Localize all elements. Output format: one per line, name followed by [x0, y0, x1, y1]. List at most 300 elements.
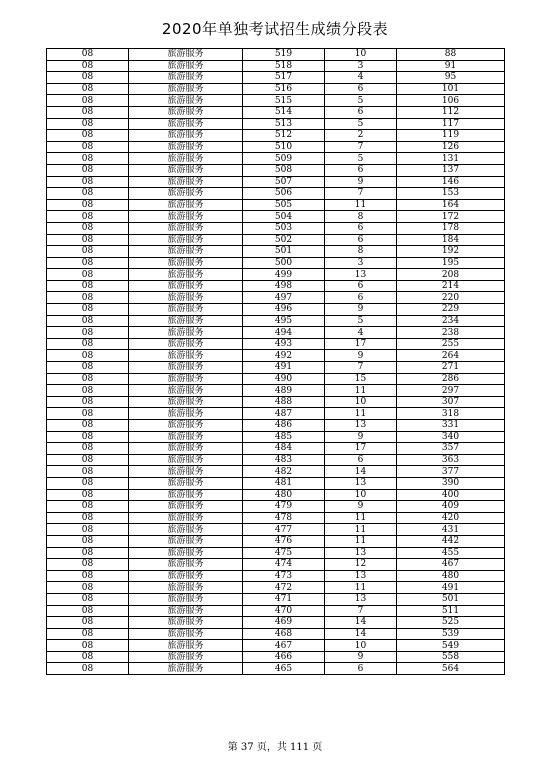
subject-cell: 旅游服务	[129, 396, 243, 408]
cumulative-cell: 146	[397, 176, 505, 188]
subject-cell: 旅游服务	[129, 640, 243, 652]
count-cell: 12	[325, 559, 397, 571]
score-cell: 516	[243, 83, 325, 95]
subject-cell: 旅游服务	[129, 60, 243, 72]
category-code-cell: 08	[47, 373, 129, 385]
score-cell: 471	[243, 593, 325, 605]
table-row	[47, 570, 505, 582]
score-cell: 479	[243, 501, 325, 513]
table-row	[47, 176, 505, 188]
category-code-cell: 08	[47, 257, 129, 269]
subject-cell: 旅游服务	[129, 83, 243, 95]
score-cell: 477	[243, 524, 325, 536]
table-row	[47, 593, 505, 605]
table-row	[47, 72, 505, 84]
subject-cell: 旅游服务	[129, 153, 243, 165]
score-cell: 518	[243, 60, 325, 72]
category-code-cell: 08	[47, 141, 129, 153]
subject-cell: 旅游服务	[129, 477, 243, 489]
subject-cell: 旅游服务	[129, 222, 243, 234]
cumulative-cell: 525	[397, 617, 505, 629]
table-row	[47, 118, 505, 130]
table-row	[47, 362, 505, 374]
count-cell: 17	[325, 338, 397, 350]
table-row	[47, 327, 505, 339]
table-row	[47, 373, 505, 385]
count-cell: 17	[325, 443, 397, 455]
count-cell: 6	[325, 222, 397, 234]
category-code-cell: 08	[47, 362, 129, 374]
count-cell: 13	[325, 570, 397, 582]
count-cell: 14	[325, 466, 397, 478]
table-row	[47, 304, 505, 316]
category-code-cell: 08	[47, 222, 129, 234]
cumulative-cell: 357	[397, 443, 505, 455]
count-cell: 10	[325, 396, 397, 408]
cumulative-cell: 137	[397, 164, 505, 176]
cumulative-cell: 184	[397, 234, 505, 246]
cumulative-cell: 467	[397, 559, 505, 571]
category-code-cell: 08	[47, 420, 129, 432]
table-row	[47, 477, 505, 489]
cumulative-cell: 400	[397, 489, 505, 501]
score-cell: 501	[243, 246, 325, 258]
category-code-cell: 08	[47, 327, 129, 339]
subject-cell: 旅游服务	[129, 130, 243, 142]
cumulative-cell: 549	[397, 640, 505, 652]
score-cell: 491	[243, 362, 325, 374]
category-code-cell: 08	[47, 60, 129, 72]
category-code-cell: 08	[47, 338, 129, 350]
table-row	[47, 315, 505, 327]
subject-cell: 旅游服务	[129, 72, 243, 84]
cumulative-cell: 101	[397, 83, 505, 95]
cumulative-cell: 106	[397, 95, 505, 107]
cumulative-cell: 91	[397, 60, 505, 72]
category-code-cell: 08	[47, 477, 129, 489]
cumulative-cell: 117	[397, 118, 505, 130]
cumulative-cell: 255	[397, 338, 505, 350]
cumulative-cell: 297	[397, 385, 505, 397]
score-cell: 507	[243, 176, 325, 188]
cumulative-cell: 153	[397, 188, 505, 200]
score-cell: 485	[243, 431, 325, 443]
cumulative-cell: 564	[397, 663, 505, 675]
count-cell: 13	[325, 593, 397, 605]
count-cell: 9	[325, 501, 397, 513]
table-body	[47, 49, 505, 675]
score-cell: 488	[243, 396, 325, 408]
category-code-cell: 08	[47, 176, 129, 188]
count-cell: 6	[325, 83, 397, 95]
subject-cell: 旅游服务	[129, 362, 243, 374]
table-row	[47, 640, 505, 652]
count-cell: 9	[325, 431, 397, 443]
count-cell: 13	[325, 477, 397, 489]
cumulative-cell: 539	[397, 628, 505, 640]
table-row	[47, 651, 505, 663]
category-code-cell: 08	[47, 211, 129, 223]
category-code-cell: 08	[47, 315, 129, 327]
cumulative-cell: 501	[397, 593, 505, 605]
table-row	[47, 559, 505, 571]
cumulative-cell: 377	[397, 466, 505, 478]
score-cell: 506	[243, 188, 325, 200]
subject-cell: 旅游服务	[129, 141, 243, 153]
table-row	[47, 501, 505, 513]
category-code-cell: 08	[47, 593, 129, 605]
table-row	[47, 188, 505, 200]
table-row	[47, 141, 505, 153]
cumulative-cell: 214	[397, 280, 505, 292]
table-row	[47, 222, 505, 234]
score-cell: 480	[243, 489, 325, 501]
score-cell: 469	[243, 617, 325, 629]
score-cell: 512	[243, 130, 325, 142]
category-code-cell: 08	[47, 292, 129, 304]
table-row	[47, 605, 505, 617]
category-code-cell: 08	[47, 570, 129, 582]
category-code-cell: 08	[47, 663, 129, 675]
score-cell: 467	[243, 640, 325, 652]
subject-cell: 旅游服务	[129, 512, 243, 524]
category-code-cell: 08	[47, 535, 129, 547]
cumulative-cell: 363	[397, 454, 505, 466]
count-cell: 9	[325, 304, 397, 316]
subject-cell: 旅游服务	[129, 651, 243, 663]
count-cell: 11	[325, 535, 397, 547]
category-code-cell: 08	[47, 512, 129, 524]
table-row	[47, 234, 505, 246]
category-code-cell: 08	[47, 431, 129, 443]
cumulative-cell: 238	[397, 327, 505, 339]
table-row	[47, 292, 505, 304]
table-row	[47, 106, 505, 118]
cumulative-cell: 172	[397, 211, 505, 223]
cumulative-cell: 208	[397, 269, 505, 281]
category-code-cell: 08	[47, 118, 129, 130]
score-cell: 482	[243, 466, 325, 478]
category-code-cell: 08	[47, 350, 129, 362]
cumulative-cell: 195	[397, 257, 505, 269]
score-cell: 509	[243, 153, 325, 165]
count-cell: 14	[325, 628, 397, 640]
score-cell: 484	[243, 443, 325, 455]
table-row	[47, 663, 505, 675]
cumulative-cell: 442	[397, 535, 505, 547]
category-code-cell: 08	[47, 72, 129, 84]
count-cell: 7	[325, 605, 397, 617]
count-cell: 3	[325, 60, 397, 72]
subject-cell: 旅游服务	[129, 501, 243, 513]
subject-cell: 旅游服务	[129, 489, 243, 501]
score-cell: 515	[243, 95, 325, 107]
score-cell: 500	[243, 257, 325, 269]
score-cell: 492	[243, 350, 325, 362]
cumulative-cell: 112	[397, 106, 505, 118]
table-row	[47, 338, 505, 350]
subject-cell: 旅游服务	[129, 454, 243, 466]
count-cell: 7	[325, 362, 397, 374]
subject-cell: 旅游服务	[129, 431, 243, 443]
category-code-cell: 08	[47, 501, 129, 513]
category-code-cell: 08	[47, 605, 129, 617]
count-cell: 6	[325, 292, 397, 304]
table-row	[47, 454, 505, 466]
score-cell: 472	[243, 582, 325, 594]
page-title: 2020年单独考试招生成绩分段表	[161, 20, 389, 38]
table-row	[47, 547, 505, 559]
category-code-cell: 08	[47, 199, 129, 211]
category-code-cell: 08	[47, 188, 129, 200]
cumulative-cell: 420	[397, 512, 505, 524]
cumulative-cell: 511	[397, 605, 505, 617]
cumulative-cell: 286	[397, 373, 505, 385]
category-code-cell: 08	[47, 385, 129, 397]
score-cell: 470	[243, 605, 325, 617]
count-cell: 5	[325, 95, 397, 107]
table-row	[47, 246, 505, 258]
score-cell: 490	[243, 373, 325, 385]
subject-cell: 旅游服务	[129, 582, 243, 594]
table-row	[47, 617, 505, 629]
score-cell: 483	[243, 454, 325, 466]
score-cell: 498	[243, 280, 325, 292]
subject-cell: 旅游服务	[129, 535, 243, 547]
category-code-cell: 08	[47, 95, 129, 107]
table-row	[47, 512, 505, 524]
count-cell: 14	[325, 617, 397, 629]
count-cell: 11	[325, 582, 397, 594]
table-row	[47, 49, 505, 61]
table-row	[47, 396, 505, 408]
subject-cell: 旅游服务	[129, 385, 243, 397]
score-cell: 474	[243, 559, 325, 571]
count-cell: 4	[325, 327, 397, 339]
score-cell: 510	[243, 141, 325, 153]
score-cell: 517	[243, 72, 325, 84]
category-code-cell: 08	[47, 559, 129, 571]
category-code-cell: 08	[47, 396, 129, 408]
count-cell: 8	[325, 211, 397, 223]
score-cell: 508	[243, 164, 325, 176]
subject-cell: 旅游服务	[129, 304, 243, 316]
cumulative-cell: 234	[397, 315, 505, 327]
count-cell: 4	[325, 72, 397, 84]
table-row	[47, 60, 505, 72]
count-cell: 3	[325, 257, 397, 269]
table-row	[47, 535, 505, 547]
cumulative-cell: 95	[397, 72, 505, 84]
cumulative-cell: 220	[397, 292, 505, 304]
category-code-cell: 08	[47, 628, 129, 640]
subject-cell: 旅游服务	[129, 246, 243, 258]
category-code-cell: 08	[47, 164, 129, 176]
subject-cell: 旅游服务	[129, 280, 243, 292]
category-code-cell: 08	[47, 234, 129, 246]
score-cell: 493	[243, 338, 325, 350]
category-code-cell: 08	[47, 547, 129, 559]
table-row	[47, 280, 505, 292]
count-cell: 10	[325, 489, 397, 501]
score-cell: 487	[243, 408, 325, 420]
score-cell: 519	[243, 49, 325, 61]
category-code-cell: 08	[47, 466, 129, 478]
count-cell: 7	[325, 141, 397, 153]
cumulative-cell: 271	[397, 362, 505, 374]
subject-cell: 旅游服务	[129, 605, 243, 617]
table-row	[47, 385, 505, 397]
subject-cell: 旅游服务	[129, 547, 243, 559]
category-code-cell: 08	[47, 83, 129, 95]
count-cell: 6	[325, 454, 397, 466]
count-cell: 13	[325, 547, 397, 559]
count-cell: 6	[325, 164, 397, 176]
count-cell: 6	[325, 106, 397, 118]
category-code-cell: 08	[47, 408, 129, 420]
score-table	[46, 48, 505, 675]
cumulative-cell: 229	[397, 304, 505, 316]
category-code-cell: 08	[47, 443, 129, 455]
table-row	[47, 350, 505, 362]
subject-cell: 旅游服务	[129, 234, 243, 246]
subject-cell: 旅游服务	[129, 95, 243, 107]
count-cell: 11	[325, 512, 397, 524]
subject-cell: 旅游服务	[129, 663, 243, 675]
subject-cell: 旅游服务	[129, 593, 243, 605]
subject-cell: 旅游服务	[129, 49, 243, 61]
subject-cell: 旅游服务	[129, 164, 243, 176]
table-row	[47, 582, 505, 594]
count-cell: 5	[325, 153, 397, 165]
subject-cell: 旅游服务	[129, 269, 243, 281]
score-cell: 476	[243, 535, 325, 547]
table-row	[47, 489, 505, 501]
score-cell: 466	[243, 651, 325, 663]
cumulative-cell: 431	[397, 524, 505, 536]
subject-cell: 旅游服务	[129, 211, 243, 223]
score-cell: 497	[243, 292, 325, 304]
table-row	[47, 408, 505, 420]
count-cell: 6	[325, 234, 397, 246]
subject-cell: 旅游服务	[129, 466, 243, 478]
score-cell: 494	[243, 327, 325, 339]
subject-cell: 旅游服务	[129, 524, 243, 536]
score-cell: 504	[243, 211, 325, 223]
score-cell: 468	[243, 628, 325, 640]
subject-cell: 旅游服务	[129, 292, 243, 304]
cumulative-cell: 340	[397, 431, 505, 443]
category-code-cell: 08	[47, 640, 129, 652]
cumulative-cell: 192	[397, 246, 505, 258]
category-code-cell: 08	[47, 130, 129, 142]
count-cell: 6	[325, 663, 397, 675]
score-cell: 503	[243, 222, 325, 234]
cumulative-cell: 480	[397, 570, 505, 582]
subject-cell: 旅游服务	[129, 118, 243, 130]
table-row	[47, 257, 505, 269]
category-code-cell: 08	[47, 269, 129, 281]
count-cell: 10	[325, 49, 397, 61]
category-code-cell: 08	[47, 280, 129, 292]
subject-cell: 旅游服务	[129, 628, 243, 640]
cumulative-cell: 264	[397, 350, 505, 362]
count-cell: 11	[325, 408, 397, 420]
table-row	[47, 199, 505, 211]
category-code-cell: 08	[47, 489, 129, 501]
subject-cell: 旅游服务	[129, 408, 243, 420]
score-cell: 465	[243, 663, 325, 675]
subject-cell: 旅游服务	[129, 373, 243, 385]
table-row	[47, 130, 505, 142]
subject-cell: 旅游服务	[129, 327, 243, 339]
subject-cell: 旅游服务	[129, 257, 243, 269]
count-cell: 9	[325, 651, 397, 663]
subject-cell: 旅游服务	[129, 559, 243, 571]
score-cell: 499	[243, 269, 325, 281]
count-cell: 11	[325, 199, 397, 211]
cumulative-cell: 164	[397, 199, 505, 211]
subject-cell: 旅游服务	[129, 315, 243, 327]
page-number-footer: 第 37 页，共 111 页	[227, 742, 323, 753]
table-row	[47, 466, 505, 478]
score-cell: 514	[243, 106, 325, 118]
category-code-cell: 08	[47, 617, 129, 629]
count-cell: 2	[325, 130, 397, 142]
cumulative-cell: 88	[397, 49, 505, 61]
count-cell: 7	[325, 188, 397, 200]
cumulative-cell: 318	[397, 408, 505, 420]
table-row	[47, 431, 505, 443]
cumulative-cell: 491	[397, 582, 505, 594]
score-cell: 473	[243, 570, 325, 582]
table-row	[47, 211, 505, 223]
score-cell: 489	[243, 385, 325, 397]
count-cell: 9	[325, 350, 397, 362]
subject-cell: 旅游服务	[129, 350, 243, 362]
table-row	[47, 628, 505, 640]
subject-cell: 旅游服务	[129, 443, 243, 455]
table-row	[47, 269, 505, 281]
score-cell: 475	[243, 547, 325, 559]
cumulative-cell: 409	[397, 501, 505, 513]
count-cell: 9	[325, 176, 397, 188]
cumulative-cell: 331	[397, 420, 505, 432]
count-cell: 5	[325, 118, 397, 130]
count-cell: 13	[325, 420, 397, 432]
count-cell: 11	[325, 524, 397, 536]
table-row	[47, 153, 505, 165]
subject-cell: 旅游服务	[129, 188, 243, 200]
cumulative-cell: 131	[397, 153, 505, 165]
category-code-cell: 08	[47, 304, 129, 316]
subject-cell: 旅游服务	[129, 338, 243, 350]
subject-cell: 旅游服务	[129, 199, 243, 211]
count-cell: 13	[325, 269, 397, 281]
score-cell: 496	[243, 304, 325, 316]
table-row	[47, 83, 505, 95]
score-cell: 486	[243, 420, 325, 432]
score-cell: 481	[243, 477, 325, 489]
cumulative-cell: 126	[397, 141, 505, 153]
cumulative-cell: 558	[397, 651, 505, 663]
category-code-cell: 08	[47, 106, 129, 118]
cumulative-cell: 119	[397, 130, 505, 142]
count-cell: 5	[325, 315, 397, 327]
count-cell: 10	[325, 640, 397, 652]
count-cell: 8	[325, 246, 397, 258]
count-cell: 15	[325, 373, 397, 385]
